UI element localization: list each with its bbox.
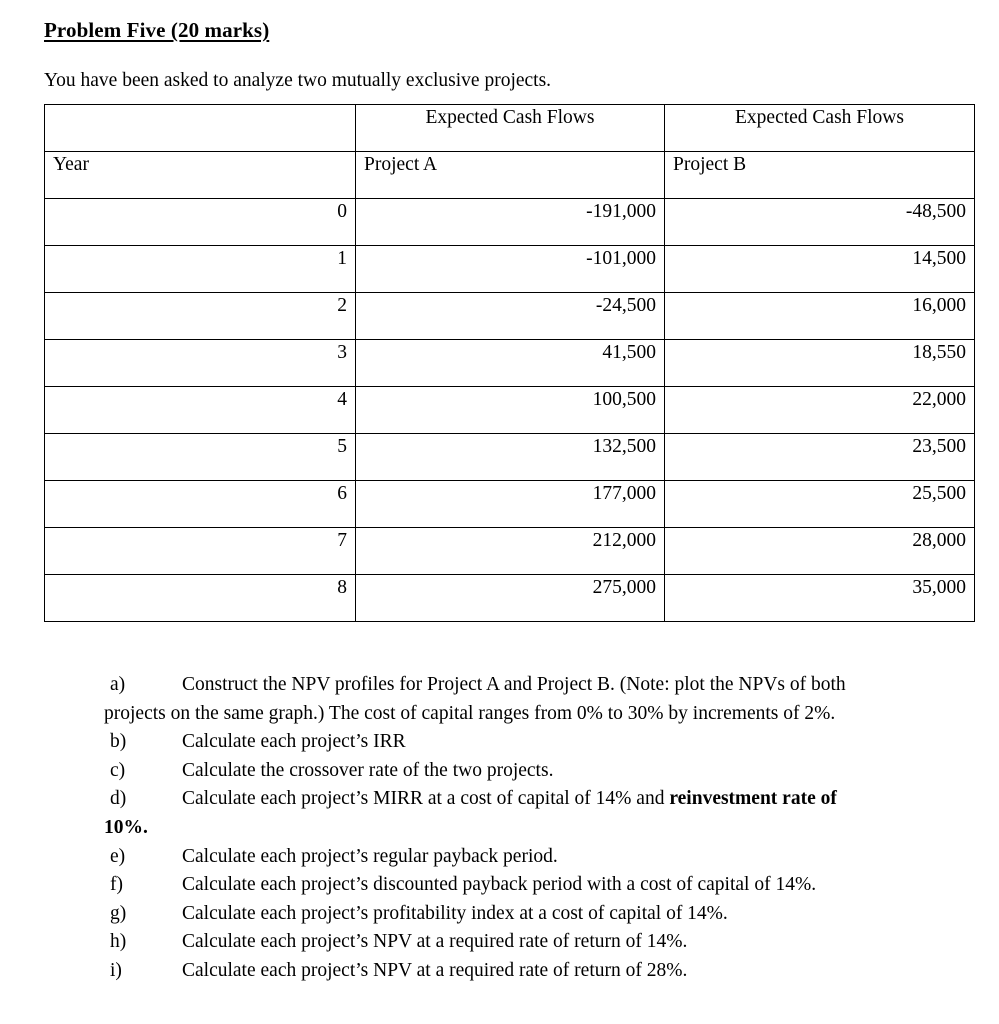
cell-project-a: -101,000 [356,246,665,293]
list-item-text: Calculate each project’s discounted payback period with a cost of capital of 14%. [182,874,817,896]
cell-year: 8 [45,575,356,622]
table-row [45,199,975,246]
table-row [45,246,975,293]
header-expected-cash-flows-a: Expected Cash Flows [356,105,665,152]
list-item-label: h) [110,931,127,953]
list-item-label: a) [110,674,126,695]
cell-project-b: 22,000 [665,387,975,434]
cell-year: 2 [45,293,356,340]
cell-project-b: 28,000 [665,528,975,575]
cell-project-a: 132,500 [356,434,665,481]
cell-project-a: -24,500 [356,293,665,340]
table-row [45,481,975,528]
cell-year: 3 [45,340,356,387]
list-item-label: f) [110,874,123,896]
cash-flow-table [44,104,975,622]
list-item-label: b) [110,731,127,753]
list-item-text: Calculate each project’s regular payback period. [182,845,558,867]
list-item-text-bold: reinvestment rate of [669,788,837,810]
header-project-b: Project B [665,152,975,199]
list-item-wrap-bold: 10%. [104,816,148,838]
cell-project-b: 35,000 [665,575,975,622]
cell-year: 1 [45,246,356,293]
intro-paragraph: You have been asked to analyze two mutually exclusive projects. [44,69,552,91]
cell-project-b: 14,500 [665,246,975,293]
cell-year: 7 [45,528,356,575]
cell-project-a: 41,500 [356,340,665,387]
list-item-e [104,843,984,872]
list-item-text: Calculate each project’s MIRR at a cost of capital of 14% and [182,788,670,810]
cell-year: 6 [45,481,356,528]
list-item-d [104,785,984,842]
cell-year: 0 [45,199,356,246]
header-expected-cash-flows-b: Expected Cash Flows [665,105,975,152]
header-year: Year [45,152,356,199]
cell-project-b: 25,500 [665,481,975,528]
question-list [104,671,984,986]
list-item-i [104,957,984,986]
list-item-text: Calculate each project’s NPV at a required rate of return of 14%. [182,931,688,953]
cell-project-b: -48,500 [665,199,975,246]
list-item-text: Calculate the crossover rate of the two projects. [182,759,554,781]
cell-year: 5 [45,434,356,481]
list-item-c [104,757,984,786]
header-project-a: Project A [356,152,665,199]
table-row [45,293,975,340]
table-row [45,340,975,387]
cell-project-a: 100,500 [356,387,665,434]
table-header-row-2 [45,152,975,199]
list-item-b [104,728,984,757]
list-item-f [104,871,984,900]
header-blank-cell [45,105,356,152]
cell-project-a: 275,000 [356,575,665,622]
list-item-label: e) [110,845,126,867]
table-row [45,528,975,575]
list-item-label: i) [110,959,122,981]
list-item-text: Construct the NPV profiles for Project A and Project B. (Note: plot the NPVs of both [182,674,846,695]
list-item-text: Calculate each project’s IRR [182,731,406,753]
cell-project-a: 177,000 [356,481,665,528]
cell-project-a: -191,000 [356,199,665,246]
list-item-g [104,900,984,929]
list-item-text: Calculate each project’s profitability index at a cost of capital of 14%. [182,902,728,924]
table-row [45,387,975,434]
cell-project-a: 212,000 [356,528,665,575]
list-item-a [104,671,984,728]
page-title: Problem Five (20 marks) [44,18,270,43]
list-item-text: Calculate each project’s NPV at a required rate of return of 28%. [182,959,688,981]
list-item-label: c) [110,759,126,781]
cell-year: 4 [45,387,356,434]
table-header-row-1 [45,105,975,152]
list-item-h [104,928,984,957]
table-row [45,575,975,622]
cell-project-b: 16,000 [665,293,975,340]
cell-project-b: 18,550 [665,340,975,387]
table-row [45,434,975,481]
list-item-label: d) [110,788,127,810]
list-item-label: g) [110,902,127,924]
list-item-wrap: projects on the same graph.) The cost of capital ranges from 0% to 30% by increments of 2%. [104,702,836,724]
cell-project-b: 23,500 [665,434,975,481]
